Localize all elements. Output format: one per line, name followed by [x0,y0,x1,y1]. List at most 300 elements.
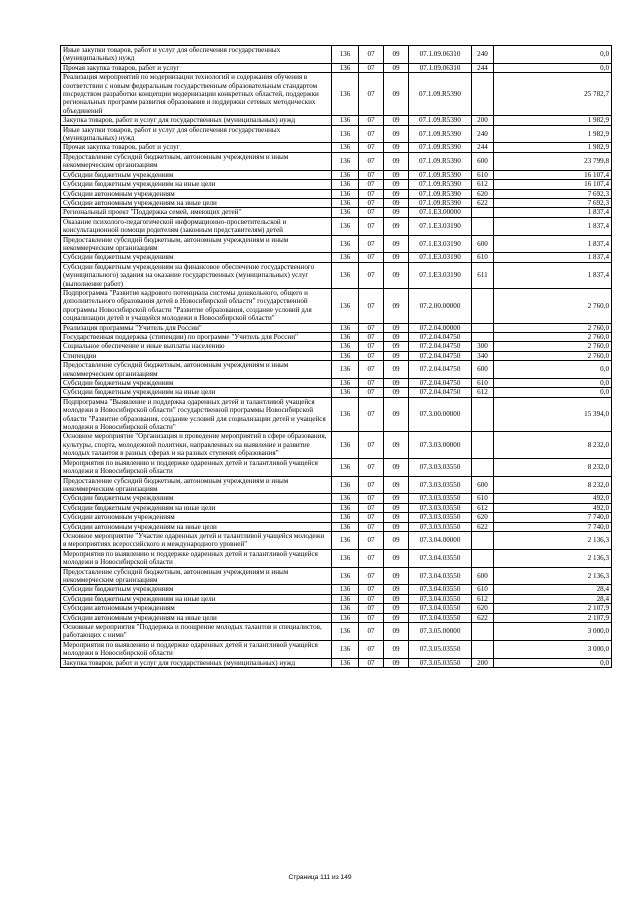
subsection-code-cell: 09 [384,152,409,170]
target-article-cell: 07.1.09.R5390 [409,189,472,198]
amount-cell: 28,4 [494,594,612,603]
target-article-cell: 07.3.03.00000 [409,432,472,458]
ministry-code-cell: 136 [332,531,359,549]
ministry-code-cell: 136 [332,198,359,207]
expense-type-cell: 610 [472,253,494,262]
expense-type-cell: 610 [472,585,494,594]
budget-page [60,45,611,668]
target-article-cell: 07.3.03.03550 [409,513,472,522]
table-row [61,189,612,198]
expense-type-cell: 600 [472,235,494,253]
row-name-cell: Предоставление субсидий бюджетным, автономным учреждениям и иным некоммерческим организациям [61,476,332,494]
subsection-code-cell: 09 [384,549,409,567]
row-name-cell: Закупка товаров, работ и услуг для государственных (муниципальных) нужд [61,658,332,667]
section-code-cell: 07 [359,152,384,170]
expense-type-cell [472,208,494,217]
target-article-cell: 07.1.09.R5390 [409,198,472,207]
table-row [61,152,612,170]
ministry-code-cell: 136 [332,125,359,143]
target-article-cell: 07.3.05.03550 [409,658,472,667]
target-article-cell: 07.3.04.03550 [409,567,472,585]
target-article-cell: 07.2.04.04750 [409,361,472,379]
ministry-code-cell: 136 [332,253,359,262]
section-code-cell: 07 [359,116,384,125]
section-code-cell: 07 [359,198,384,207]
section-code-cell: 07 [359,170,384,179]
target-article-cell: 07.1.09.R5390 [409,180,472,189]
amount-cell: 16 107,4 [494,170,612,179]
expense-type-cell [472,432,494,458]
target-article-cell: 07.2.04.04750 [409,379,472,388]
expense-type-cell: 240 [472,125,494,143]
target-article-cell: 07.1.09.R5390 [409,152,472,170]
amount-cell: 0,0 [494,63,612,72]
ministry-code-cell: 136 [332,73,359,116]
expense-type-cell: 600 [472,476,494,494]
target-article-cell: 07.2.04.04750 [409,342,472,351]
expense-type-cell: 612 [472,594,494,603]
row-name-cell: Субсидии бюджетным учреждениям [61,494,332,503]
ministry-code-cell: 136 [332,217,359,235]
target-article-cell: 07.3.03.03550 [409,522,472,531]
target-article-cell: 07.3.04.00000 [409,531,472,549]
expense-type-cell [472,549,494,567]
subsection-code-cell: 09 [384,342,409,351]
table-body [61,46,612,668]
ministry-code-cell: 136 [332,388,359,397]
expense-type-cell: 600 [472,152,494,170]
row-name-cell: Закупка товаров, работ и услуг для государственных (муниципальных) нужд [61,116,332,125]
amount-cell: 2 760,0 [494,333,612,342]
row-name-cell: Реализация мероприятий по модернизации технологий и содержания обучения в соответствии с новым федеральным государственным образовательным стандартом посредством разработки концепции модернизации конкретных областей, поддержки региональных программ развития образования и поддержки сетевых методических объединений [61,73,332,116]
section-code-cell: 07 [359,640,384,658]
row-name-cell: Основные мероприятия "Поддержка и поощрение молодых талантов и специалистов, работающих с ними" [61,623,332,641]
amount-cell: 7 692,3 [494,189,612,198]
section-code-cell: 07 [359,432,384,458]
table-row [61,531,612,549]
subsection-code-cell: 09 [384,513,409,522]
amount-cell: 2 760,0 [494,288,612,323]
row-name-cell: Мероприятия по выявлению и поддержке одаренных детей и талантливой учащейся молодежи в Новосибирской области [61,549,332,567]
row-name-cell: Подпрограмма "Развитие кадрового потенциала системы дошкольного, общего и дополнительного образования детей в Новосибирской области" государственной программы Новосибирской области "Развитие образования, создание условий для социализации детей и учащейся молодежи в Новосибирской области" [61,288,332,323]
expense-type-cell: 244 [472,143,494,152]
ministry-code-cell: 136 [332,623,359,641]
row-name-cell: Государственная поддержка (стипендии) по программе "Учитель для России" [61,333,332,342]
target-article-cell: 07.3.03.03550 [409,476,472,494]
expense-type-cell: 622 [472,198,494,207]
subsection-code-cell: 09 [384,388,409,397]
subsection-code-cell: 09 [384,116,409,125]
row-name-cell: Субсидии автономным учреждениям [61,189,332,198]
section-code-cell: 07 [359,567,384,585]
row-name-cell: Субсидии автономным учреждениям на иные цели [61,613,332,622]
target-article-cell: 07.2.04.04750 [409,333,472,342]
amount-cell: 15 394,0 [494,397,612,432]
expense-type-cell: 600 [472,361,494,379]
section-code-cell: 07 [359,476,384,494]
ministry-code-cell: 136 [332,333,359,342]
target-article-cell: 07.3.04.03550 [409,604,472,613]
table-row [61,46,612,64]
ministry-code-cell: 136 [332,116,359,125]
amount-cell: 2 107,9 [494,604,612,613]
table-row [61,262,612,288]
expense-type-cell [472,397,494,432]
table-row [61,288,612,323]
amount-cell: 1 837,4 [494,253,612,262]
section-code-cell: 07 [359,531,384,549]
row-name-cell: Иные закупки товаров, работ и услуг для обеспечения государственных (муниципальных) нужд [61,46,332,64]
target-article-cell: 07.1.09.R5390 [409,73,472,116]
amount-cell: 7 692,3 [494,198,612,207]
row-name-cell: Предоставление субсидий бюджетным, автономным учреждениям и иным некоммерческим организациям [61,567,332,585]
section-code-cell: 07 [359,549,384,567]
ministry-code-cell: 136 [332,604,359,613]
row-name-cell: Предоставление субсидий бюджетным, автономным учреждениям и иным некоммерческим организациям [61,361,332,379]
row-name-cell: Субсидии автономным учреждениям на иные цели [61,198,332,207]
target-article-cell: 07.3.04.03550 [409,585,472,594]
subsection-code-cell: 09 [384,361,409,379]
section-code-cell: 07 [359,379,384,388]
table-row [61,342,612,351]
expense-type-cell: 620 [472,513,494,522]
subsection-code-cell: 09 [384,594,409,603]
row-name-cell: Социальное обеспечение и иные выплаты населению [61,342,332,351]
expense-type-cell [472,73,494,116]
row-name-cell: Оказание психолого-педагогической информационно-просветительской и консультационной помощи родителям (законным представителям) детей [61,217,332,235]
section-code-cell: 07 [359,189,384,198]
row-name-cell: Региональный проект "Поддержка семей, имеющих детей" [61,208,332,217]
target-article-cell: 07.3.03.03550 [409,494,472,503]
section-code-cell: 07 [359,342,384,351]
ministry-code-cell: 136 [332,640,359,658]
amount-cell: 2 107,9 [494,613,612,622]
table-row [61,604,612,613]
section-code-cell: 07 [359,46,384,64]
expense-type-cell: 612 [472,388,494,397]
table-row [61,361,612,379]
section-code-cell: 07 [359,143,384,152]
table-row [61,594,612,603]
section-code-cell: 07 [359,323,384,332]
ministry-code-cell: 136 [332,288,359,323]
row-name-cell: Субсидии бюджетным учреждениям на финансовое обеспечение государственного (муниципального) задания на оказание государственных (муниципальных) услуг (выполнение работ) [61,262,332,288]
section-code-cell: 07 [359,623,384,641]
section-code-cell: 07 [359,180,384,189]
section-code-cell: 07 [359,604,384,613]
amount-cell: 0,0 [494,379,612,388]
target-article-cell: 07.3.05.00000 [409,623,472,641]
expense-type-cell: 240 [472,46,494,64]
amount-cell: 492,0 [494,503,612,512]
table-row [61,613,612,622]
row-name-cell: Субсидии автономным учреждениям [61,513,332,522]
expense-type-cell: 620 [472,604,494,613]
ministry-code-cell: 136 [332,63,359,72]
amount-cell: 1 837,4 [494,208,612,217]
target-article-cell: 07.1.E3.03190 [409,235,472,253]
amount-cell: 8 232,0 [494,432,612,458]
table-row [61,73,612,116]
amount-cell: 25 782,7 [494,73,612,116]
table-row [61,379,612,388]
subsection-code-cell: 09 [384,458,409,476]
amount-cell: 1 982,9 [494,143,612,152]
target-article-cell: 07.3.05.03550 [409,640,472,658]
ministry-code-cell: 136 [332,379,359,388]
row-name-cell: Мероприятия по выявлению и поддержке одаренных детей и талантливой учащейся молодежи в Новосибирской области [61,458,332,476]
table-row [61,143,612,152]
ministry-code-cell: 136 [332,351,359,360]
amount-cell: 0,0 [494,388,612,397]
section-code-cell: 07 [359,458,384,476]
section-code-cell: 07 [359,125,384,143]
ministry-code-cell: 136 [332,342,359,351]
table-row [61,351,612,360]
expense-type-cell: 612 [472,180,494,189]
target-article-cell: 07.1.E3.03190 [409,217,472,235]
ministry-code-cell: 136 [332,152,359,170]
table-row [61,116,612,125]
section-code-cell: 07 [359,253,384,262]
ministry-code-cell: 136 [332,361,359,379]
amount-cell: 16 107,4 [494,180,612,189]
section-code-cell: 07 [359,594,384,603]
ministry-code-cell: 136 [332,613,359,622]
amount-cell: 1 982,9 [494,116,612,125]
subsection-code-cell: 09 [384,522,409,531]
subsection-code-cell: 09 [384,503,409,512]
amount-cell: 2 136,3 [494,531,612,549]
ministry-code-cell: 136 [332,458,359,476]
target-article-cell: 07.3.04.03550 [409,549,472,567]
row-name-cell: Субсидии бюджетным учреждениям [61,379,332,388]
expense-type-cell: 611 [472,262,494,288]
expense-type-cell [472,333,494,342]
row-name-cell: Субсидии бюджетным учреждениям на иные цели [61,180,332,189]
expense-type-cell: 610 [472,379,494,388]
subsection-code-cell: 09 [384,432,409,458]
table-row [61,235,612,253]
row-name-cell: Прочая закупка товаров, работ и услуг [61,143,332,152]
section-code-cell: 07 [359,217,384,235]
table-row [61,658,612,667]
subsection-code-cell: 09 [384,623,409,641]
subsection-code-cell: 09 [384,180,409,189]
subsection-code-cell: 09 [384,125,409,143]
subsection-code-cell: 09 [384,567,409,585]
table-row [61,253,612,262]
section-code-cell: 07 [359,658,384,667]
amount-cell: 1 837,4 [494,262,612,288]
amount-cell: 1 982,9 [494,125,612,143]
amount-cell: 23 799,8 [494,152,612,170]
table-row [61,503,612,512]
ministry-code-cell: 136 [332,262,359,288]
table-row [61,170,612,179]
target-article-cell: 07.2.04.04750 [409,351,472,360]
amount-cell: 7 740,0 [494,522,612,531]
amount-cell: 0,0 [494,46,612,64]
ministry-code-cell: 136 [332,397,359,432]
subsection-code-cell: 09 [384,397,409,432]
expense-type-cell: 622 [472,522,494,531]
row-name-cell: Субсидии бюджетным учреждениям на иные цели [61,388,332,397]
table-row [61,208,612,217]
ministry-code-cell: 136 [332,323,359,332]
expense-type-cell [472,623,494,641]
table-row [61,432,612,458]
section-code-cell: 07 [359,235,384,253]
subsection-code-cell: 09 [384,46,409,64]
subsection-code-cell: 09 [384,323,409,332]
subsection-code-cell: 09 [384,288,409,323]
amount-cell: 0,0 [494,361,612,379]
amount-cell: 3 000,0 [494,640,612,658]
ministry-code-cell: 136 [332,46,359,64]
amount-cell: 2 760,0 [494,351,612,360]
expense-type-cell: 340 [472,351,494,360]
section-code-cell: 07 [359,351,384,360]
subsection-code-cell: 09 [384,658,409,667]
section-code-cell: 07 [359,522,384,531]
target-article-cell: 07.1.E3.03190 [409,262,472,288]
row-name-cell: Субсидии бюджетным учреждениям на иные цели [61,503,332,512]
ministry-code-cell: 136 [332,594,359,603]
ministry-code-cell: 136 [332,170,359,179]
subsection-code-cell: 09 [384,262,409,288]
ministry-code-cell: 136 [332,432,359,458]
subsection-code-cell: 09 [384,143,409,152]
section-code-cell: 07 [359,513,384,522]
row-name-cell: Субсидии бюджетным учреждениям [61,585,332,594]
row-name-cell: Предоставление субсидий бюджетным, автономным учреждениям и иным некоммерческим организациям [61,152,332,170]
amount-cell: 2 136,3 [494,549,612,567]
subsection-code-cell: 09 [384,640,409,658]
ministry-code-cell: 136 [332,658,359,667]
target-article-cell: 07.2.04.04750 [409,388,472,397]
section-code-cell: 07 [359,288,384,323]
amount-cell: 3 000,0 [494,623,612,641]
ministry-code-cell: 136 [332,585,359,594]
amount-cell: 0,0 [494,658,612,667]
expense-type-cell: 610 [472,494,494,503]
table-row [61,217,612,235]
amount-cell: 2 136,3 [494,567,612,585]
target-article-cell: 07.3.04.03550 [409,613,472,622]
ministry-code-cell: 136 [332,235,359,253]
expense-type-cell: 300 [472,342,494,351]
target-article-cell: 07.3.03.03550 [409,458,472,476]
table-row [61,476,612,494]
target-article-cell: 07.1.09.06310 [409,46,472,64]
ministry-code-cell: 136 [332,567,359,585]
expense-type-cell: 244 [472,63,494,72]
subsection-code-cell: 09 [384,253,409,262]
amount-cell: 8 232,0 [494,458,612,476]
ministry-code-cell: 136 [332,143,359,152]
section-code-cell: 07 [359,613,384,622]
amount-cell: 1 837,4 [494,217,612,235]
target-article-cell: 07.1.09.R5390 [409,125,472,143]
subsection-code-cell: 09 [384,63,409,72]
expense-type-cell [472,217,494,235]
subsection-code-cell: 09 [384,217,409,235]
target-article-cell: 07.1.09.06310 [409,63,472,72]
section-code-cell: 07 [359,63,384,72]
section-code-cell: 07 [359,73,384,116]
expense-type-cell: 610 [472,170,494,179]
row-name-cell: Субсидии бюджетным учреждениям на иные цели [61,594,332,603]
row-name-cell: Прочая закупка товаров, работ и услуг [61,63,332,72]
row-name-cell: Предоставление субсидий бюджетным, автономным учреждениям и иным некоммерческим организациям [61,235,332,253]
ministry-code-cell: 136 [332,189,359,198]
expense-type-cell: 200 [472,116,494,125]
ministry-code-cell: 136 [332,180,359,189]
target-article-cell: 07.1.E3.00000 [409,208,472,217]
table-row [61,567,612,585]
target-article-cell: 07.2.00.00000 [409,288,472,323]
budget-table [60,45,612,668]
ministry-code-cell: 136 [332,522,359,531]
section-code-cell: 07 [359,585,384,594]
amount-cell: 28,4 [494,585,612,594]
row-name-cell: Основное мероприятие "Участие одаренных детей и талантливой учащейся молодежи в мероприятиях всероссийского и международного уровней" [61,531,332,549]
table-row [61,63,612,72]
subsection-code-cell: 09 [384,170,409,179]
section-code-cell: 07 [359,208,384,217]
row-name-cell: Основное мероприятие "Организация и проведение мероприятий в сфере образования, культуры, спорта, молодежной политики, направленных на выявление и развитие молодых талантов в разных сферах и на разных ступенях образования" [61,432,332,458]
row-name-cell: Субсидии автономным учреждениям на иные цели [61,522,332,531]
subsection-code-cell: 09 [384,208,409,217]
table-row [61,125,612,143]
table-row [61,640,612,658]
table-row [61,549,612,567]
ministry-code-cell: 136 [332,549,359,567]
subsection-code-cell: 09 [384,585,409,594]
subsection-code-cell: 09 [384,604,409,613]
expense-type-cell [472,458,494,476]
table-row [61,180,612,189]
row-name-cell: Субсидии бюджетным учреждениям [61,170,332,179]
page-number: Страница 111 из 149 [288,874,352,881]
amount-cell: 7 740,0 [494,513,612,522]
target-article-cell: 07.1.09.R5390 [409,170,472,179]
subsection-code-cell: 09 [384,476,409,494]
table-row [61,388,612,397]
subsection-code-cell: 09 [384,351,409,360]
section-code-cell: 07 [359,333,384,342]
amount-cell: 492,0 [494,494,612,503]
target-article-cell: 07.3.03.03550 [409,503,472,512]
expense-type-cell [472,531,494,549]
subsection-code-cell: 09 [384,198,409,207]
subsection-code-cell: 09 [384,333,409,342]
expense-type-cell: 200 [472,658,494,667]
row-name-cell: Подпрограмма "Выявление и поддержка одаренных детей и талантливой учащейся молодежи в Новосибирской области" государственной программы Новосибирской области "Развитие образования, создание условий для социализации детей и учащейся молодежи в Новосибирской области" [61,397,332,432]
expense-type-cell [472,288,494,323]
expense-type-cell: 620 [472,189,494,198]
row-name-cell: Стипендии [61,351,332,360]
table-row [61,323,612,332]
section-code-cell: 07 [359,361,384,379]
amount-cell: 2 760,0 [494,342,612,351]
table-row [61,513,612,522]
ministry-code-cell: 136 [332,476,359,494]
table-row [61,585,612,594]
table-row [61,623,612,641]
expense-type-cell [472,640,494,658]
